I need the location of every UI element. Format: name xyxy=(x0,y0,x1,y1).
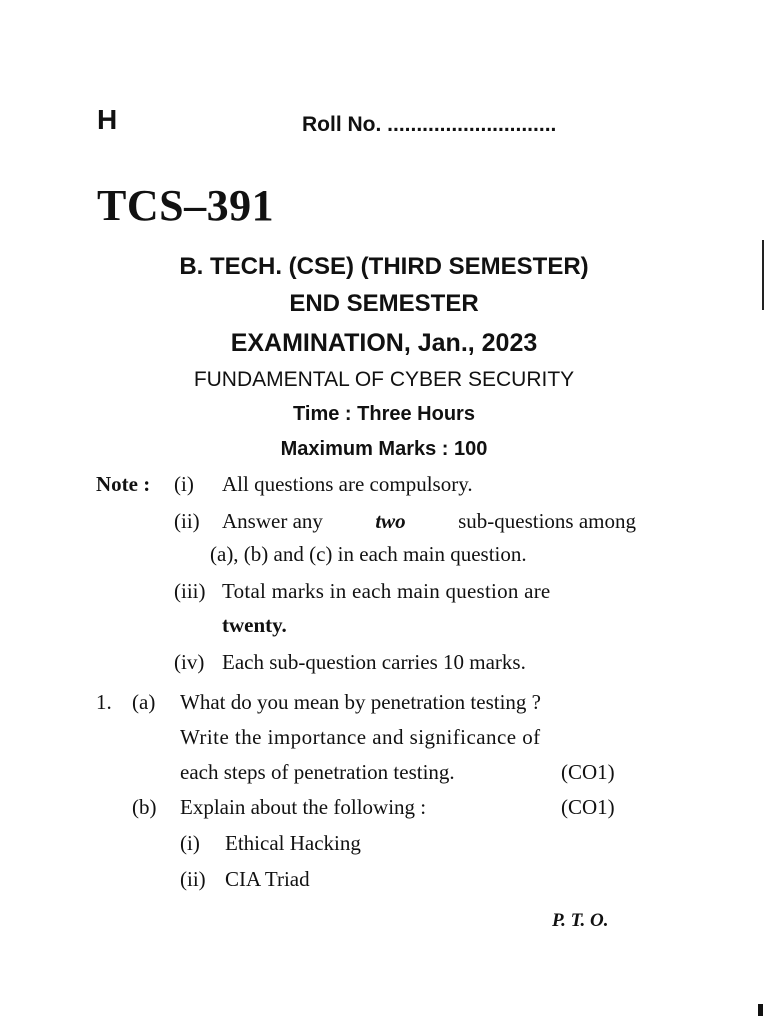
note-item-number: (ii) xyxy=(174,509,200,533)
note-item-text: sub-questions among xyxy=(458,509,636,533)
note-item-text: Each sub-question carries 10 marks. xyxy=(222,650,526,674)
emphasis-text: two xyxy=(375,509,406,533)
note-item-text: All questions are compulsory. xyxy=(222,472,473,496)
note-item-text: Total marks in each main question are xyxy=(222,579,551,603)
exam-title-line1: END SEMESTER xyxy=(289,290,479,317)
scan-edge-mark xyxy=(758,1004,763,1016)
maximum-marks: Maximum Marks : 100 xyxy=(280,438,488,460)
note-item-line xyxy=(222,509,636,534)
course-outcome-tag: (CO1) xyxy=(561,795,615,819)
series-code: H xyxy=(97,104,118,135)
roll-number-field: Roll No. ............................. xyxy=(302,113,557,136)
note-item-number: (iii) xyxy=(174,579,206,603)
question-text: each steps of penetration testing. xyxy=(180,760,455,784)
part-label: (a) xyxy=(132,690,156,714)
note-label: Note : xyxy=(96,472,151,496)
question-text: Write the importance and significance of xyxy=(180,725,541,749)
sub-item-number: (ii) xyxy=(180,867,206,891)
paper-code: TCS–391 xyxy=(97,181,275,230)
sub-item-text: Ethical Hacking xyxy=(225,831,361,855)
note-item-text: (a), (b) and (c) in each main question. xyxy=(210,542,527,566)
note-item-number: (i) xyxy=(174,472,194,496)
part-label: (b) xyxy=(132,795,157,819)
question-number: 1. xyxy=(96,690,112,714)
note-item-number: (iv) xyxy=(174,650,205,674)
note-item-text: Answer any xyxy=(222,509,323,533)
sub-item-text: CIA Triad xyxy=(225,867,310,891)
course-title: B. TECH. (CSE) (THIRD SEMESTER) xyxy=(179,253,589,280)
scan-edge-line xyxy=(762,240,764,310)
exam-duration: Time : Three Hours xyxy=(293,403,475,425)
question-text: Explain about the following : xyxy=(180,795,427,819)
subject-title: FUNDAMENTAL OF CYBER SECURITY xyxy=(193,368,575,391)
note-item-text: twenty. xyxy=(222,613,287,637)
question-text: What do you mean by penetration testing ? xyxy=(180,690,541,714)
exam-title-line2: EXAMINATION, Jan., 2023 xyxy=(230,329,538,357)
please-turn-over: P. T. O. xyxy=(552,910,609,931)
sub-item-number: (i) xyxy=(180,831,200,855)
course-outcome-tag: (CO1) xyxy=(561,760,615,784)
